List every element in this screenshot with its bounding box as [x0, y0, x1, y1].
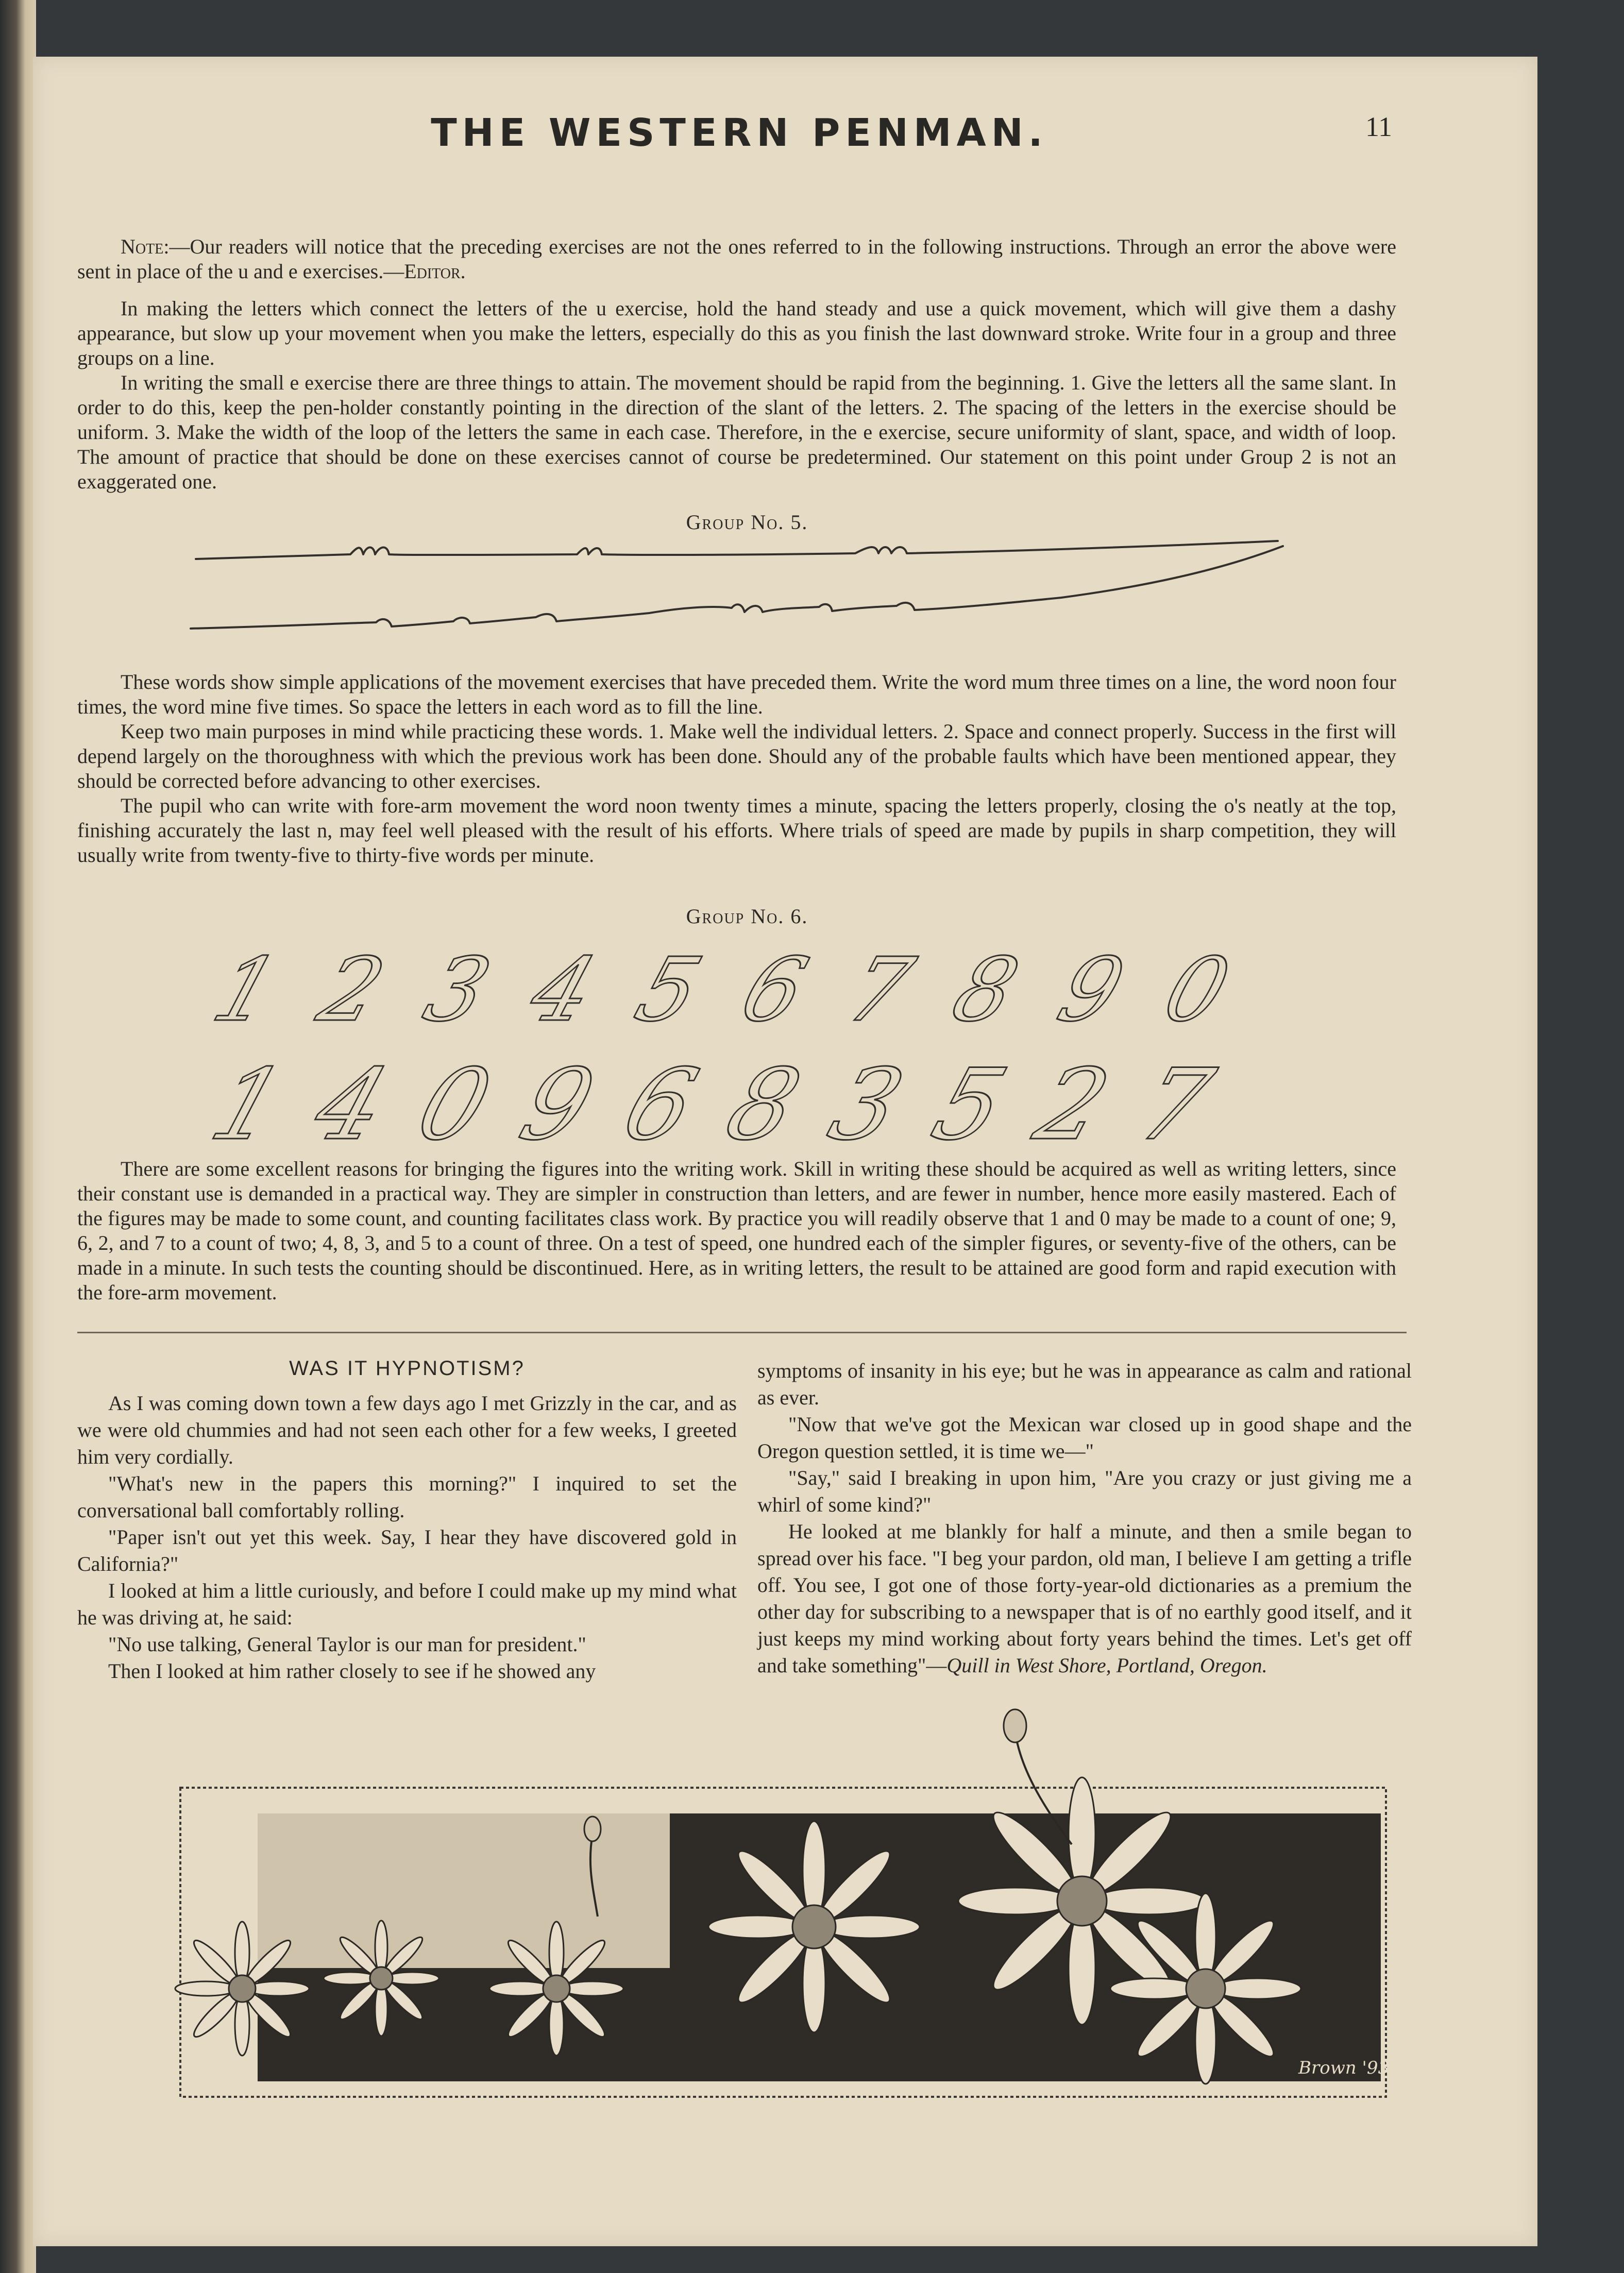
group-6-figures-specimen: [196, 932, 1329, 1180]
note-signature: Editor.: [404, 260, 466, 283]
script-figure: 4: [518, 939, 607, 1041]
script-figure: 3: [413, 939, 502, 1041]
script-figure: 1: [201, 939, 291, 1041]
script-figure: 4: [301, 1047, 401, 1162]
article-paragraph: "What's new in the papers this morning?" I inquired to set the conversational ball comfortably rolling.: [77, 1472, 737, 1522]
group-5-heading: Group No. 5.: [686, 511, 808, 534]
section-divider: [77, 1332, 1407, 1333]
script-figure: 2: [1023, 1047, 1123, 1162]
masthead: THE WESTERN PENMAN.: [431, 111, 1048, 155]
group-5-paragraph-1: These words show simple applications of the movement exercises that have preceded them. Write the word mum three times on a line, the word noon four times, the word mine five times. So space the letters in each word as to fill the line.: [77, 670, 1396, 718]
article-paragraph: "Paper isn't out yet this week. Say, I hear they have discovered gold in California?": [77, 1525, 737, 1575]
daisy-flower: [489, 1922, 623, 2056]
flower-bud: [584, 1817, 601, 1841]
figures-row-2: [198, 1048, 1225, 1162]
script-figure: 5: [920, 1047, 1020, 1162]
script-figure: 9: [1046, 939, 1136, 1041]
group-5-paragraph-2: Keep two main purposes in mind while practicing these words. 1. Make well the individual letters. 2. Space and connect properly. Success in the first will depend largely on the thoroughness with which the previous work has been done. Should any of the probable faults which have been mentioned appear, they should be corrected before advancing to other exercises.: [77, 720, 1396, 792]
script-figure: 3: [817, 1047, 917, 1162]
group-5-script-specimen: [185, 531, 1293, 680]
article-paragraph: He looked at me blankly for half a minute, and then a smile began to spread over his face. "I beg your pardon, old man, I believe I am getting a trifle off. You see, I got one of those forty-year-old dictionaries as a premium the other day for subscribing to a newspaper that is of no earthly good itself, and it just keeps my mind working about forty years behind the times. Let's get off and take something"—: [757, 1520, 1412, 1677]
daisy-flower: [324, 1921, 439, 2036]
figures-row-1: [201, 939, 1241, 1041]
article-paragraph: "Say," said I breaking in upon him, "Are you crazy or just giving me a whirl of some kind?": [757, 1466, 1412, 1516]
book-spine: [0, 0, 36, 2273]
script-figure: 6: [730, 939, 819, 1041]
note-text: :—Our readers will notice that the preceding exercises are not the ones referred to in the following instructions. Through an error the above were sent in place of the u and e exercises.—: [77, 235, 1396, 283]
article-paragraph: symptoms of insanity in his eye; but he was in appearance as calm and rational as ever.: [757, 1359, 1412, 1409]
instructions: [77, 296, 1396, 494]
daisy-flower: [708, 1821, 920, 2032]
article-paragraph: "Now that we've got the Mexican war closed up in good shape and the Oregon question settled, it is time we—": [757, 1413, 1412, 1463]
script-line-noon-mine: [191, 546, 1283, 629]
article-credit: Quill in West Shore, Portland, Oregon.: [946, 1654, 1267, 1677]
group-6-paragraph-1: There are some excellent reasons for bringing the figures into the writing work. Skill in writing these should be acquired as well as writing letters, since their constant use is demanded in a practical way. They are simpler in construction than letters, and are fewer in number, hence more easily mastered. Each of the figures may be made to some count, and counting facilitates class work. By practice you will readily observe that 1 and 0 may be made to a count of one; 9, 6, 2, and 7 to a count of two; 4, 8, 3, and 5 to a count of three. On a test of speed, one hundred each of the simpler figures, or seventy-five of the others, can be made in a minute. In such tests the counting should be discontinued. Here, as in writing letters, the result to be attained are good form and rapid execution with the fore-arm movement.: [77, 1157, 1396, 1304]
article-paragraph: "No use talking, General Taylor is our man for president.": [108, 1633, 586, 1656]
group-6-heading: Group No. 6.: [686, 905, 808, 928]
script-line-mum: [196, 541, 1278, 559]
article-right-column: [757, 1358, 1412, 1679]
group-5-text: [77, 670, 1396, 868]
script-figure: 0: [1152, 939, 1241, 1041]
script-figure: 1: [198, 1047, 298, 1162]
daisy-flower: [175, 1922, 309, 2056]
article-paragraph: Then I looked at him rather closely to see if he showed any: [108, 1659, 596, 1683]
script-figure: 7: [1126, 1047, 1226, 1162]
group-5-paragraph-3: The pupil who can write with fore-arm movement the word noon twenty times a minute, spacing the letters properly, closing the o's neatly at the top, finishing accurately the last n, may feel well pleased with the result of his efforts. Where trials of speed are made by pupils in sharp competition, they will usually write from twenty-five to thirty-five words per minute.: [77, 794, 1396, 867]
group-6-text: [77, 1157, 1396, 1305]
flower-bud: [1004, 1709, 1026, 1742]
daisy-illustration: [165, 1700, 1412, 2148]
article-title: WAS IT HYPNOTISM?: [289, 1357, 525, 1380]
instructions-paragraph-2: In writing the small e exercise there are three things to attain. The movement should be rapid from the beginning. 1. Give the letters all the same slant. In order to do this, keep the pen-holder constantly pointing in the direction of the slant of the letters. 2. The spacing of the letters in the exercise should be uniform. 3. Make the width of the loop of the letters the same in each case. Therefore, in the e exercise, secure uniformity of slant, space, and width of loop. The amount of practice that should be done on these exercises cannot of course be predetermined. Our statement on this point under Group 2 is not an exaggerated one.: [77, 371, 1396, 493]
instructions-paragraph-1: In making the letters which connect the letters of the u exercise, hold the hand steady and use a quick movement, which will give them a dashy appearance, but slow up your movement when you make the letters, especially do this as you finish the last downward stroke. Write four in a group and three groups on a line.: [77, 297, 1396, 369]
note-lead: Note: [121, 235, 164, 258]
script-figure: 2: [307, 939, 396, 1041]
script-figure: 6: [611, 1047, 711, 1162]
script-figure: 8: [714, 1047, 814, 1162]
script-figure: 7: [835, 939, 924, 1041]
article-left-column: [77, 1355, 737, 1685]
artist-signature: Brown '93: [1298, 2058, 1390, 2078]
script-figure: 8: [941, 939, 1030, 1041]
script-figure: 0: [404, 1047, 504, 1162]
article-paragraph: As I was coming down town a few days ago I met Grizzly in the car, and as we were old chummies and had not seen each other for a few weeks, I greeted him very cordially.: [77, 1392, 737, 1468]
illustration-light-panel: [258, 1813, 670, 1968]
editor-note: [77, 234, 1396, 284]
script-figure: 9: [508, 1047, 607, 1162]
article-paragraph: I looked at him a little curiously, and before I could make up my mind what he was driving at, he said:: [77, 1579, 737, 1629]
page-number: 11: [1365, 111, 1392, 142]
script-figure: 5: [624, 939, 713, 1041]
daisy-flower: [1110, 1893, 1301, 2084]
